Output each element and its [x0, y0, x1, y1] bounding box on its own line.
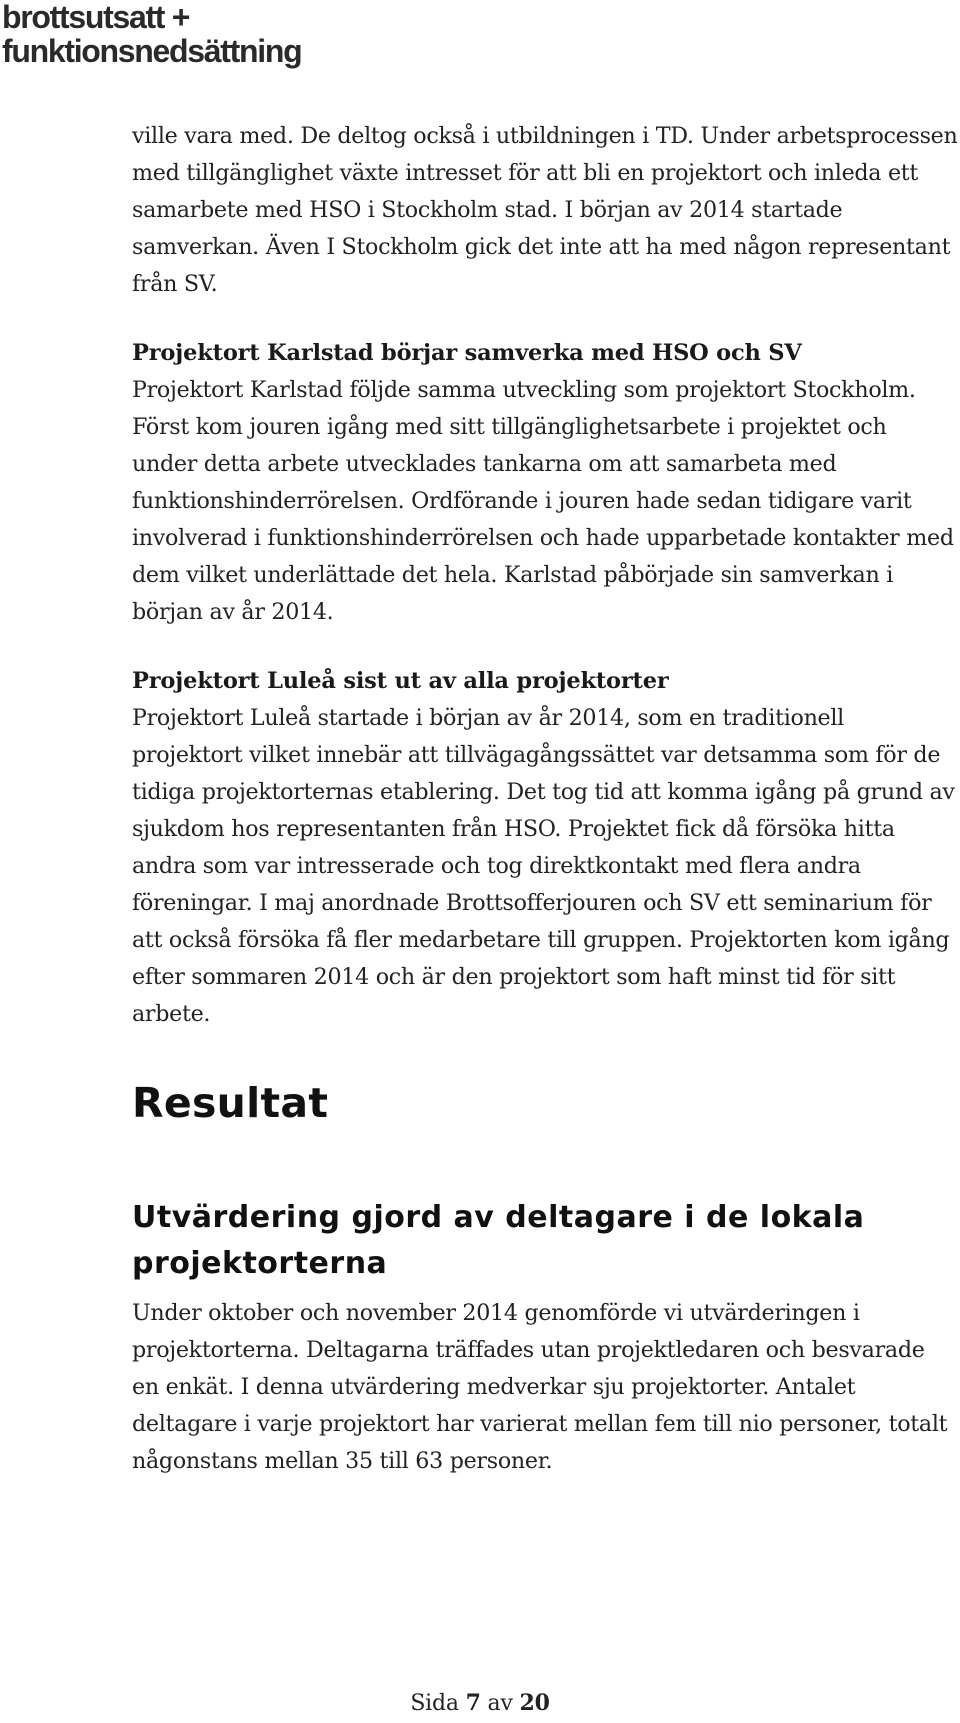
logo: [2, 0, 301, 68]
evaluation-body: Under oktober och november 2014 genomförde vi utvärderingen i projektorterna. Deltagarna träffades utan projektledaren och besvarade en enkät. I denna utvärdering medverkar sju projektorter. Antalet deltagare i varje projektort har varierat mellan fem till nio personer, totalt någonstans mellan 35 till 63 personer.: [132, 1300, 948, 1474]
intro-paragraph: ville vara med. De deltog också i utbildningen i TD. Under arbetsprocessen med tillgänglighet växte intresset för att bli en projektort och inleda ett samarbete med HSO i Stockholm stad. I början av 2014 startade samverkan. Även I Stockholm gick det inte att ha med någon representant från SV.: [132, 123, 958, 297]
section-heading-karlstad: Projektort Karlstad börjar samverka med HSO och SV: [132, 340, 802, 366]
logo-line-1: brottsutsatt +: [2, 0, 190, 35]
document-body: [132, 118, 958, 1480]
page-footer: [0, 1688, 960, 1719]
page-label: Sida: [410, 1691, 466, 1716]
evaluation-heading: Utvärdering gjord av deltagare i de lokala projektorterna: [132, 1200, 865, 1281]
logo-line-2: funktionsnedsättning: [2, 33, 302, 69]
section-heading-lulea: Projektort Luleå sist ut av alla projektorter: [132, 668, 669, 694]
result-heading: Resultat: [132, 1079, 329, 1127]
page-of-label: av: [480, 1691, 520, 1716]
current-page-number: 7: [465, 1690, 481, 1716]
section-body-lulea: Projektort Luleå startade i början av år 2014, som en traditionell projektort vilket innebär att tillvägagångssättet var detsamma som för de tidiga projektorternas etablering. Det tog tid att komma igång på grund av sjukdom hos representanten från HSO. Projektet fick då försöka hitta andra som var intresserade och tog direktkontakt med flera andra föreningar. I maj anordnade Brottsofferjouren och SV ett seminarium för att också försöka få fler medarbetare till gruppen. Projektorten kom igång efter sommaren 2014 och är den projektort som haft minst tid för sitt arbete.: [132, 705, 955, 1027]
total-pages-number: 20: [519, 1690, 550, 1716]
section-body-karlstad: Projektort Karlstad följde samma utveckling som projektort Stockholm. Först kom jouren igång med sitt tillgänglighetsarbete i projektet och under detta arbete utvecklades tankarna om att samarbeta med funktionshinderrörelsen. Ordförande i jouren hade sedan tidigare varit involverad i funktionshinderrörelsen och hade upparbetade kontakter med dem vilket underlättade det hela. Karlstad påbörjade sin samverkan i början av år 2014.: [132, 377, 954, 625]
